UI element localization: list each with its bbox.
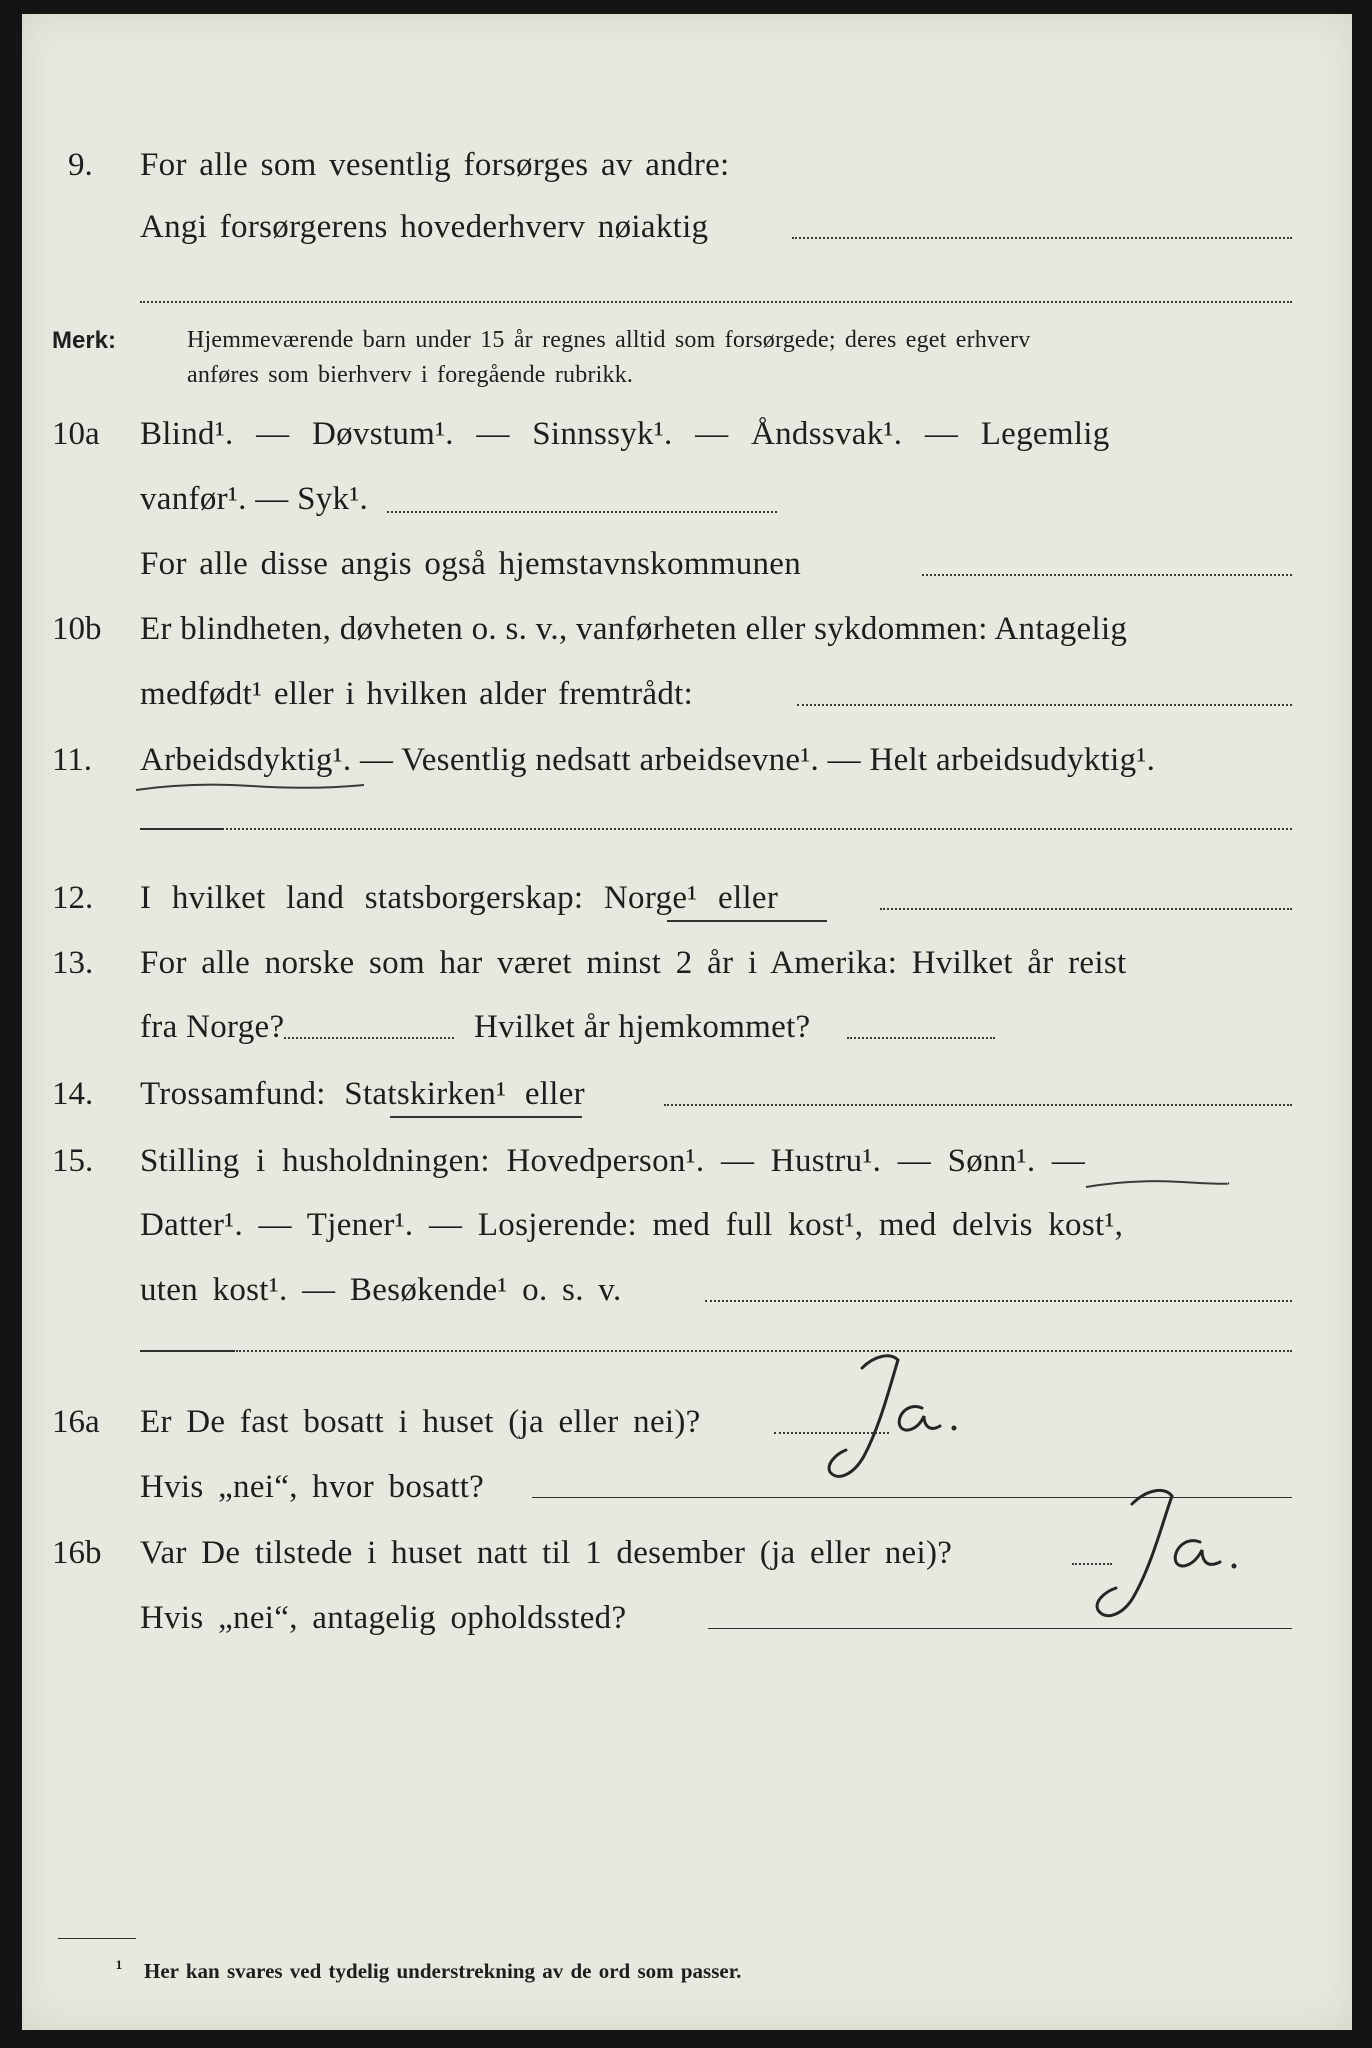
merk-line2: anføres som bierhverv i foregående rubrikk. — [187, 362, 634, 388]
q16b-line2: Hvis „nei“, antagelig opholdssted? — [140, 1600, 627, 1636]
q15-number: 15. — [52, 1143, 94, 1179]
footnote-divider — [58, 1938, 136, 1939]
q10a-number: 10a — [52, 416, 100, 452]
q9-answer-line — [792, 237, 1292, 239]
q16a-line1: Er De fast bosatt i huset (ja eller nei)? — [140, 1404, 701, 1440]
footnote-mark: ¹ — [116, 1956, 123, 1980]
census-form-page — [22, 14, 1352, 2030]
q16b-answer-line-2 — [708, 1628, 1292, 1629]
q13-number: 13. — [52, 945, 94, 981]
q11-number: 11. — [52, 742, 93, 778]
footnote-text: Her kan svares ved tydelig understrekning av de ord som passer. — [144, 1959, 742, 1983]
q10a-syk-line — [387, 511, 777, 513]
q16a-handwritten-answer — [802, 1346, 982, 1491]
q16a-number: 16a — [52, 1404, 100, 1440]
q14-line1: Trossamfund: Statskirken¹ eller — [140, 1076, 585, 1112]
q10a-line2: vanfør¹. — Syk¹. — [140, 481, 369, 517]
q12-line1: I hvilket land statsborgerskap: Norge¹ eller — [140, 880, 779, 916]
q10b-line2: medfødt¹ eller i hvilken alder fremtrådt: — [140, 676, 694, 712]
q10b-answer-line — [797, 704, 1292, 706]
q9-answer-line-2 — [140, 301, 1292, 303]
q10b-line1: Er blindheten, døvheten o. s. v., vanførheten eller sykdommen: Antagelig — [140, 611, 1128, 647]
q14-answer-line — [664, 1104, 1292, 1106]
q16b-handwritten-answer — [1062, 1480, 1262, 1630]
q11-answer-line — [226, 828, 1292, 830]
q10a-kommune-line — [922, 574, 1292, 576]
q12-number: 12. — [52, 880, 94, 916]
q12-underline-norge — [667, 920, 827, 922]
q12-answer-line — [880, 908, 1292, 910]
merk-line1: Hjemmeværende barn under 15 år regnes alltid som forsørgede; deres eget erhverv — [187, 327, 1031, 353]
q15-answer-line — [705, 1300, 1292, 1302]
q10a-line3: For alle disse angis også hjemstavnskommunen — [140, 546, 802, 582]
q15-line3: uten kost¹. — Besøkende¹ o. s. v. — [140, 1272, 622, 1308]
q11-line1: Arbeidsdyktig¹. — Vesentlig nedsatt arbeidsevne¹. — Helt arbeidsudyktig¹. — [140, 742, 1156, 778]
q14-number: 14. — [52, 1076, 94, 1112]
q13-line2a: fra Norge? — [140, 1009, 285, 1045]
q15-underline-sonn — [1082, 1177, 1232, 1191]
q16a-line2: Hvis „nei“, hvor bosatt? — [140, 1469, 485, 1505]
q15-line2: Datter¹. — Tjener¹. — Losjerende: med full kost¹, med delvis kost¹, — [140, 1207, 1124, 1243]
q11-short-rule — [140, 828, 224, 830]
q9-number: 9. — [68, 147, 93, 183]
q14-underline-statskirken — [390, 1116, 582, 1118]
q9-line1: For alle som vesentlig forsørges av andre: — [140, 147, 730, 183]
q13-line2b: Hvilket år hjemkommet? — [474, 1009, 811, 1045]
q15-line1: Stilling i husholdningen: Hovedperson¹. — Hustru¹. — Sønn¹. — — [140, 1143, 1086, 1179]
q16b-number: 16b — [52, 1535, 102, 1571]
q16b-line1: Var De tilstede i huset natt til 1 desember (ja eller nei)? — [140, 1535, 953, 1571]
q10a-line1: Blind¹. — Døvstum¹. — Sinnssyk¹. — Åndssvak¹. — Legemlig — [140, 416, 1110, 452]
q15-answer-line-2 — [236, 1350, 1292, 1352]
merk-label: Merk: — [52, 327, 117, 354]
q13-hjemkommet-line — [847, 1037, 995, 1039]
q13-line1: For alle norske som har været minst 2 år i Amerika: Hvilket år reist — [140, 945, 1127, 981]
q13-reist-line — [284, 1037, 454, 1039]
q10b-number: 10b — [52, 611, 102, 647]
q15-short-rule — [140, 1350, 235, 1352]
q11-underline-arbeidsdyktig — [132, 780, 372, 796]
q9-line2: Angi forsørgerens hovederhverv nøiaktig — [140, 209, 709, 245]
